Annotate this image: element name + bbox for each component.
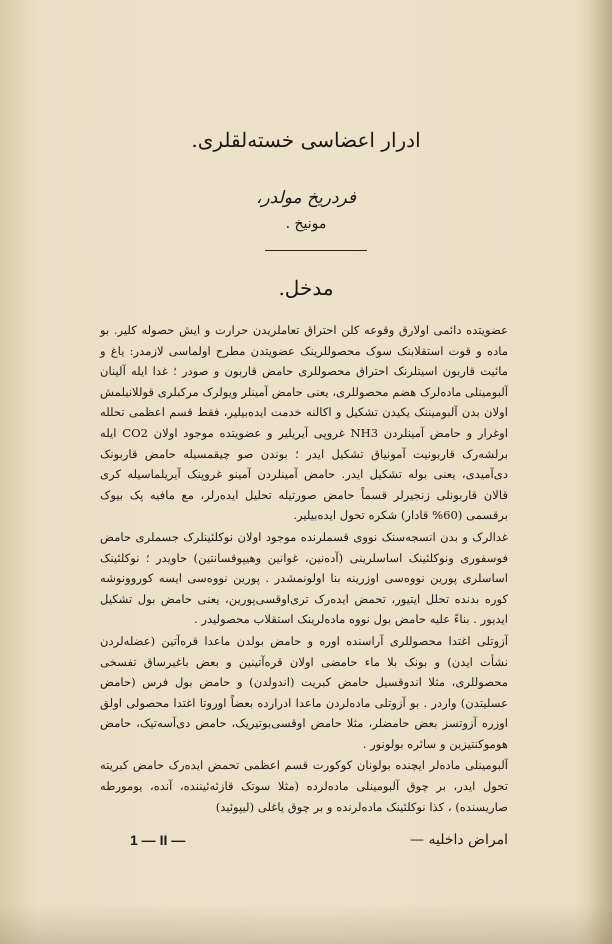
chapter-title: ادرار اعضاسی خسته‌لقلری. (191, 128, 421, 152)
body-text (100, 320, 508, 817)
page-footer (100, 832, 508, 854)
author-name: فردریخ مولدر، (255, 188, 357, 208)
signature-mark: 1 — II — (130, 832, 186, 848)
page-bottom-shadow (0, 904, 612, 944)
paragraph: عضویتده دائمی اولارق وقوعه کلن احتراق تعاملریدن حرارت و ایش حصوله کلیر. بو ماده و قوت استقلابنک سوک محصوللرینک عضویتدن مطرح اولماسی لازمدر: یاغ و مائیت قاربون اسیتلرنک احتراق محصوللری حامض قاربون و صودر ؛ غدا ایله آلینان آلبومینلی ماده‌لرک هضم محصوللری، یعنی حامض آمینلر ویولرک مرکبلری قوللانیلمش اولان بدن آلبومیننک یکیدن تشکیل و اکالنه خدمت ایده‌بیلیر، فقط قسم اعظمی تحلله اوغرار و حامض آمینلردن NH3 غروپی آیریلیر و عضویتده موجود اولان CO2 ایله برلشه‌رک قاربونیت آمونیاق تشکیل ایدر ؛ بوندن صو چیقمسیله حامض قاربونک دی‌آمیدی، یعنی بوله تشکیل ایدر. حامض آمینلردن آمینو غروپنک آیریلماسیله کری قالان قاربونلی زنجیرلر قسماً حامض صورتیله تحلیل ایده‌رلر، مع مافیه پک بیوک برقسمی (60% قادار) شکره تحول ایده‌بیلیر. (100, 323, 508, 523)
author-city: مونیخ . (285, 216, 327, 232)
paragraph: آلبومینلی ماده‌لر ایچنده بولونان کوکورت قسم اعظمی تحمض ایده‌رک حامض کبریته تحول ایدر، بر چوق آلبومینلی ماده‌لرده (مثلا سوتک قازئه‌ئیننده، آنده، یومورطه صاریسنده) ، کذا نوکلئینک ماده‌لرنده و بر چوق یاغلی (لیپوئید) (100, 758, 508, 814)
paragraph: آزوتلی اغتدا محصوللری آراسنده اوره و حامض بولدن ماعدا قره‌آتین (عضله‌لردن نشأت ایدن) و بونک بلا ماء حامضی اولان قره‌آتینین و بعض باغیرساق تفسخی محصوللری، مثلا اندوقسیل حامض کبریت (اندولدن) و حامض بول فرس (حامض عسلیتدن) واردر . بو آزوتلی ماده‌لردن ماعدا ادرارده بعضاً اوروتا اغتدا محصولی اولق اوزره آزوتسز بعض حامضلر، مثلا حامض اوقسی‌بوتیریک، حامض دی‌آسه‌تیک، حامض هوموکنتیزین و سائره بولونور . (100, 633, 508, 751)
paragraph: غدالرک و بدن انسجه‌سنک نووی قسملرنده موجود اولان نوکلئینلرک جسملری حامض فوسفوری ونوکلئینک اساسلرینی (آده‌نین، غوانین وهیپوقسانتین) حاویدر ؛ نوکلئینک اساسلری پورین نووه‌سی اوزرینه بنا اولونمشدر . پورین نووه‌سی ایسه کوروونوشه کوره بدنده تحلل ایتیور، تحمض ایده‌رک تری‌اوقسی‌پورین، یعنی حامض بول تشکیل ایدیور . بناءً علیه حامض بول نووه ماده‌لرینک استقلاب محصولیدر . (100, 529, 508, 627)
title-divider (265, 250, 367, 251)
running-head: امراض داخلیه — (410, 832, 508, 848)
section-heading: مدخل. (278, 276, 334, 300)
